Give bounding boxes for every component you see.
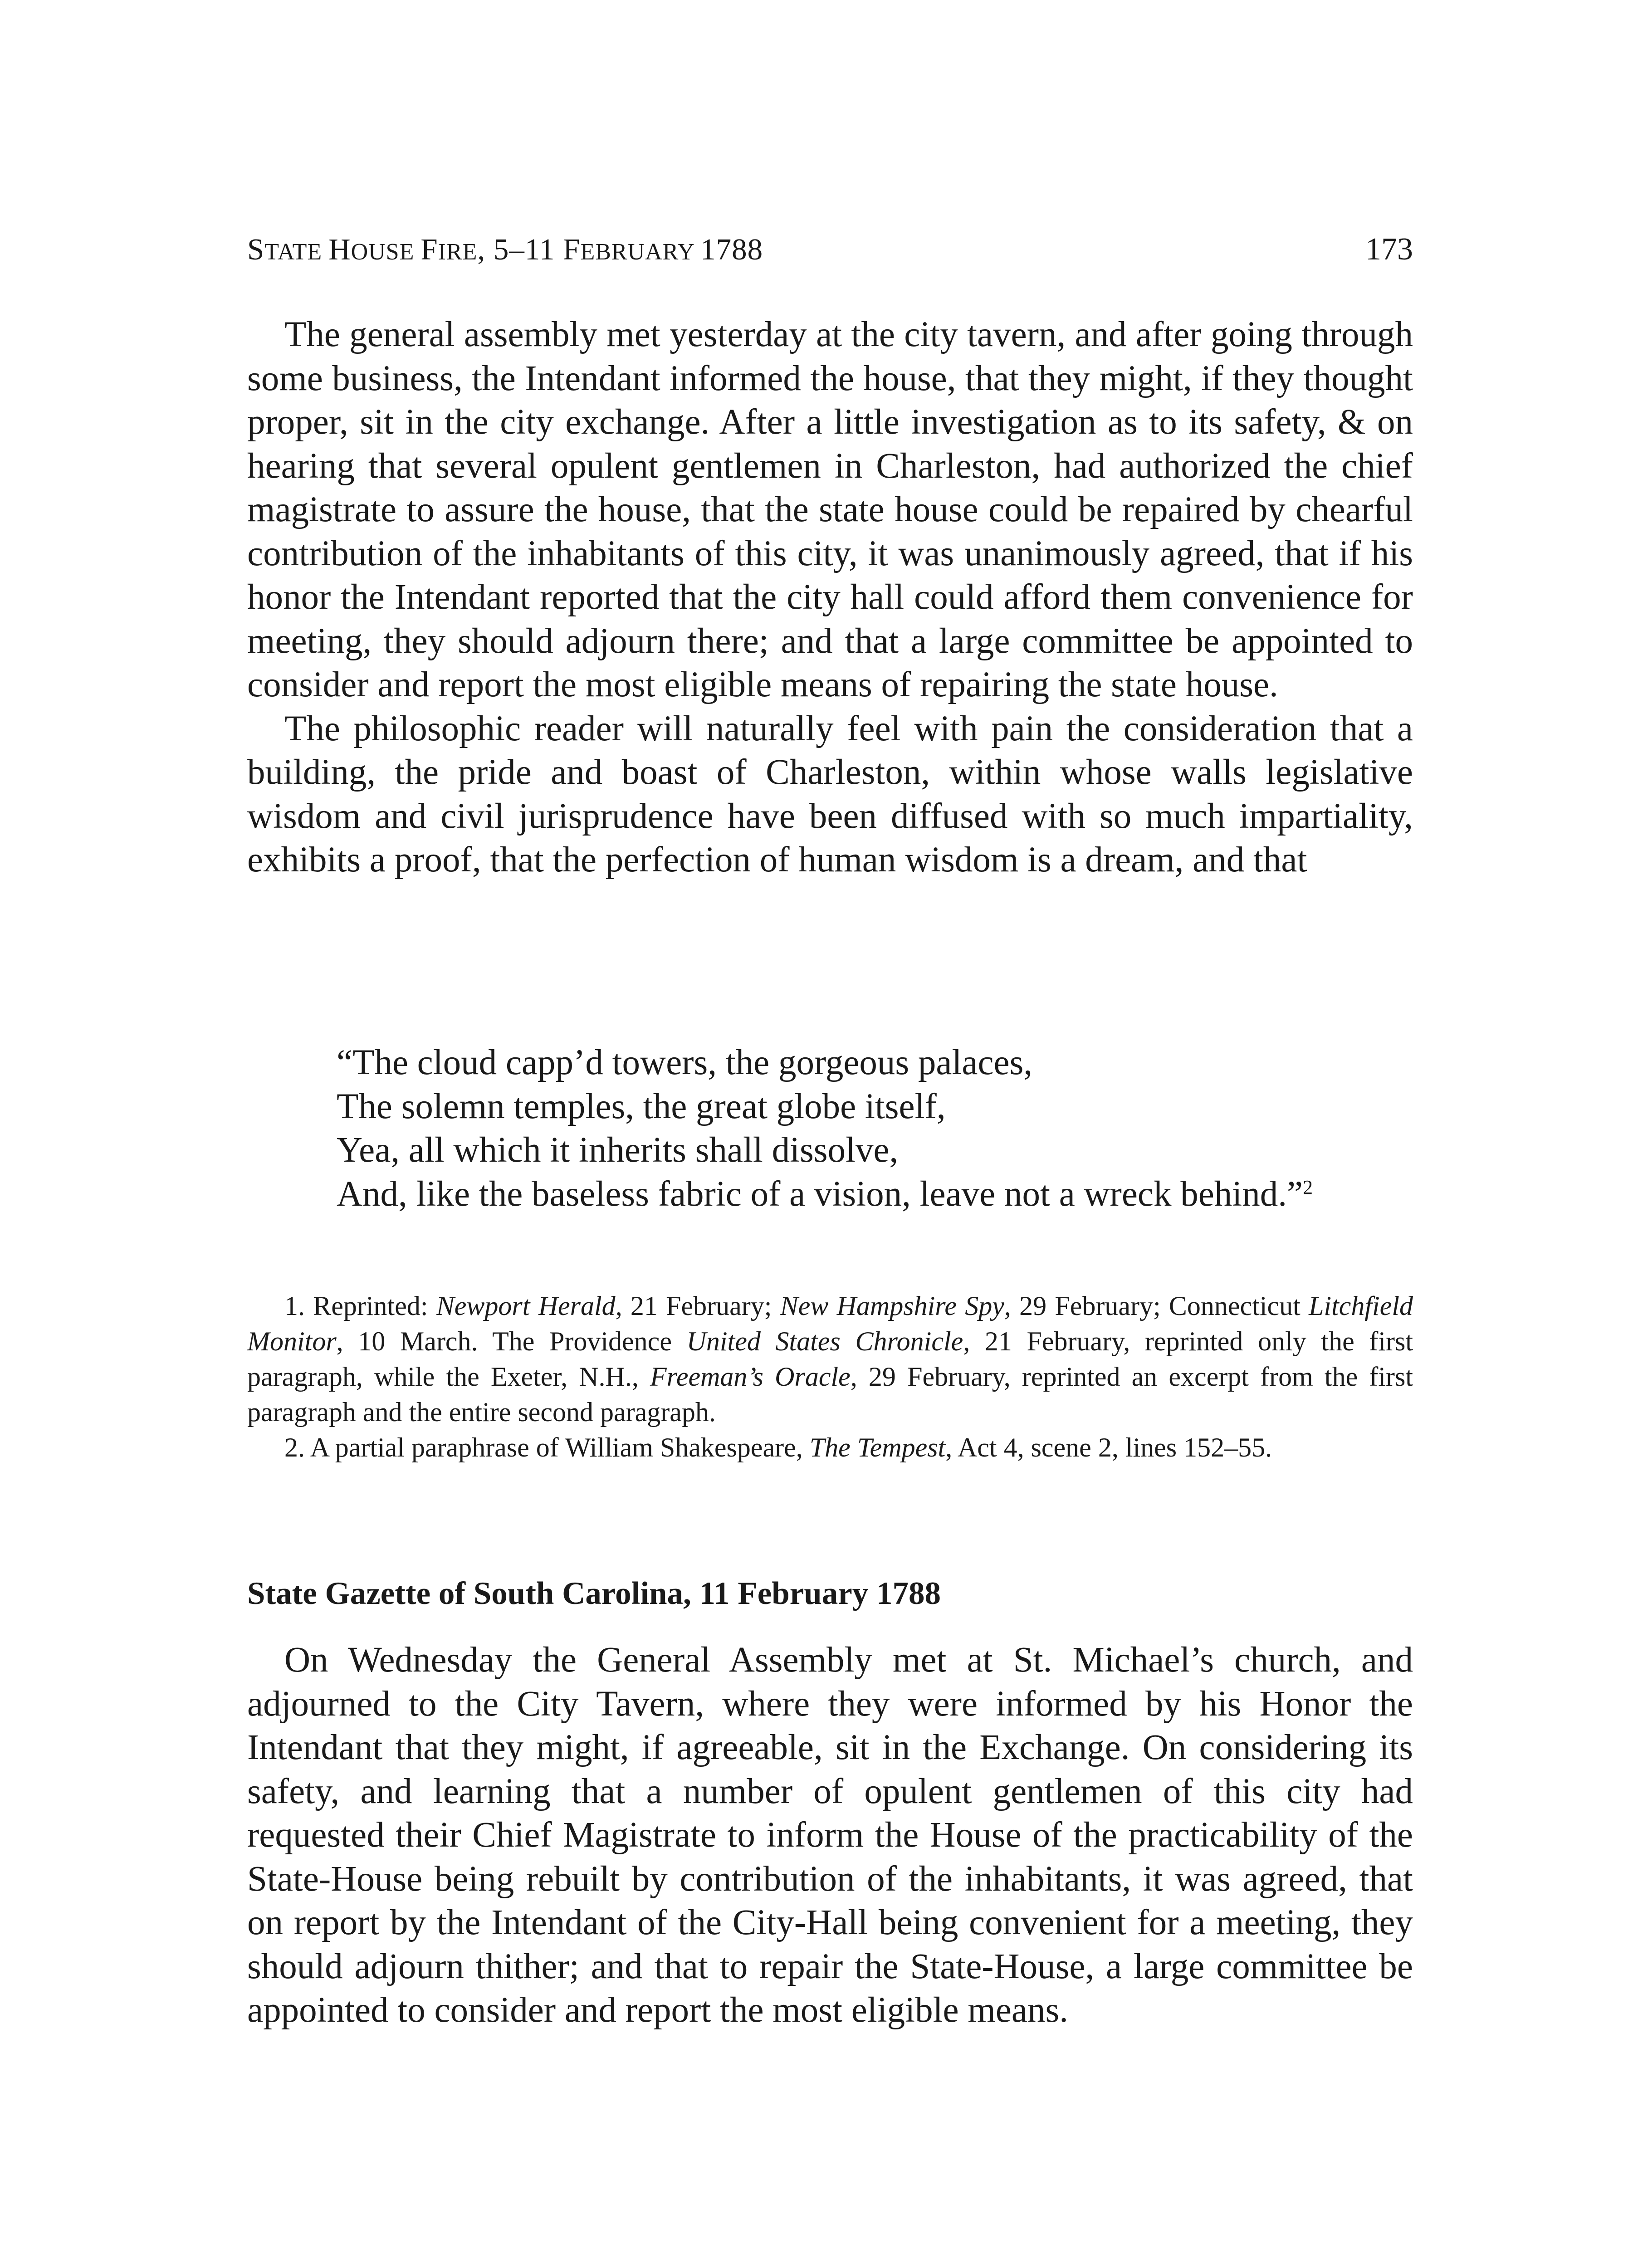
footnote-newspaper-title: United States Chronicle — [686, 1326, 963, 1356]
footnote-text: , 29 February, reprinted an excerpt from the first paragraph and the entire second paragraph. — [247, 1362, 1413, 1427]
running-head-letter: H — [328, 233, 351, 266]
footnotes — [247, 1288, 1413, 1465]
footnote-text: , Act 4, scene 2, lines 152–55. — [945, 1432, 1272, 1462]
quotation-last-line — [337, 1173, 1380, 1217]
footnote-1 — [247, 1288, 1413, 1430]
quotation-last-line-text: And, like the baseless fabric of a vision, leave not a wreck behind.” — [337, 1174, 1303, 1214]
running-head — [247, 229, 1413, 270]
page-number: 173 — [1365, 232, 1413, 267]
quotation-line: Yea, all which it inherits shall dissolve, — [337, 1130, 899, 1170]
footnote-newspaper-title: Newport Herald — [436, 1291, 616, 1321]
footnote-text: , 21 February, reprinted only the first paragraph, while the Exeter, N.H., — [247, 1326, 1413, 1392]
second-document-text — [247, 1638, 1413, 2033]
body-paragraph: The general assembly met yesterday at the city tavern, and after going through some business, the Intendant informed the house, that they might, if they thought proper, sit in the city exchange. After a little investigation as to its safety, & on hearing that several opulent gentlemen in Charleston, had authorized the chief magistrate to assure the house, that the state house could be repaired by chearful contribution of the inhabitants of this city, it was unanimously agreed, that if his honor the Intendant reported that the city hall could afford them convenience for meeting, they should adjourn there; and that a large committee be appointed to consider and report the most eligible means of repairing the state house. — [247, 315, 1413, 704]
footnote-text: , 10 March. The Providence — [336, 1326, 687, 1356]
running-head-smallcaps: TATE — [264, 239, 329, 265]
footnote-work-title: The Tempest — [809, 1432, 946, 1462]
running-head-letter: F — [420, 233, 438, 266]
first-document-text — [247, 313, 1413, 882]
document-heading: State Gazette of South Carolina, 11 February 1788 — [247, 1576, 941, 1611]
footnote-text: , 29 February; Connecticut — [1004, 1291, 1309, 1321]
footnote-newspaper-title: Litchfield Monitor — [247, 1291, 1413, 1356]
footnote-newspaper-title: New Hampshire Spy — [780, 1291, 1004, 1321]
quotation-line: “The cloud capp’d towers, the gorgeous palaces, — [337, 1043, 1033, 1082]
footnote-newspaper-title: Freeman’s Oracle — [650, 1362, 851, 1392]
body-paragraph: The philosophic reader will naturally feel with pain the consideration that a building, the pride and boast of Charleston, within whose walls legislative wisdom and civil jurisprudence have been diffused with so much impartiality, exhibits a proof, that the perfection of human wisdom is a dream, and that — [247, 709, 1413, 880]
running-head-year: 1788 — [700, 233, 763, 266]
running-head-smallcaps: EBRUARY — [580, 239, 701, 265]
footnote-marker: 2 — [1303, 1176, 1313, 1198]
footnote-text: , 21 February; — [615, 1291, 780, 1321]
footnote-text: 2. A partial paraphrase of William Shakespeare, — [284, 1432, 810, 1462]
body-paragraph: On Wednesday the General Assembly met at St. Michael’s church, and adjourned to the City Tavern, where they were informed by his Honor the Intendant that they might, if agreeable, sit in the Exchange. On considering its safety, and learning that a number of opulent gentlemen of this city had requested their Chief Magistrate to inform the House of the practicability of the State-House being rebuilt by contribution of the inhabitants, it was agreed, that on report by the Intendant of the City-Hall being convenient for a meeting, they should adjourn thither; and that to repair the State-House, a large committee be appointed to consider and report the most eligible means. — [247, 1640, 1413, 2030]
running-head-dates: , 5–11 — [477, 233, 563, 266]
running-head-title — [247, 229, 763, 273]
running-head-letter: F — [563, 233, 581, 266]
running-head-smallcaps: OUSE — [351, 239, 421, 265]
quotation-line: The solemn temples, the great globe itself, — [337, 1086, 946, 1126]
running-head-smallcaps: IRE — [438, 239, 478, 265]
running-head-letter: S — [247, 233, 265, 266]
footnote-text: 1. Reprinted: — [284, 1291, 436, 1321]
footnote-2 — [247, 1430, 1413, 1465]
shakespeare-quotation — [337, 1041, 1380, 1216]
